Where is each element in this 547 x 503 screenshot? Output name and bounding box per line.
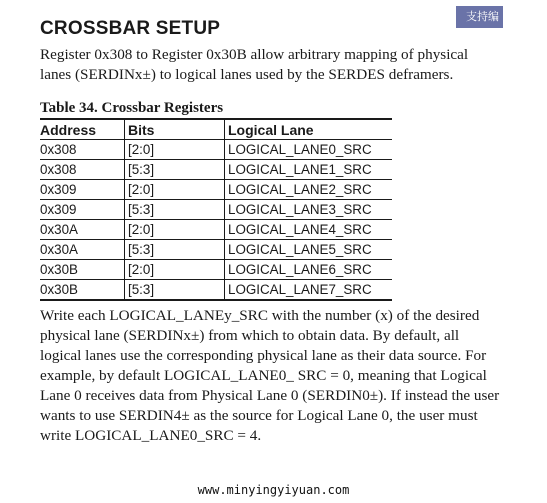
- table-row: [40, 280, 392, 301]
- cell-logical-lane: LOGICAL_LANE4_SRC: [225, 220, 393, 240]
- cell-logical-lane: LOGICAL_LANE2_SRC: [225, 180, 393, 200]
- intro-paragraph: Register 0x308 to Register 0x30B allow arbitrary mapping of physical lanes (SERDINx±) to logical lanes used by the SERDES deframers.: [40, 46, 469, 83]
- cell-address: 0x30A: [40, 240, 125, 260]
- cell-address: 0x30A: [40, 220, 125, 240]
- table-row: [40, 240, 392, 260]
- cell-logical-lane: LOGICAL_LANE3_SRC: [225, 200, 393, 220]
- cell-logical-lane: LOGICAL_LANE1_SRC: [225, 160, 393, 180]
- cell-address: 0x309: [40, 200, 125, 220]
- cell-bits: [2:0]: [125, 260, 225, 280]
- watermark-url: www.minyingyiyuan.com: [197, 483, 350, 497]
- table-row: [40, 200, 392, 220]
- table-caption: Table 34. Crossbar Registers: [40, 100, 224, 116]
- crossbar-registers-table: [40, 118, 392, 301]
- support-badge[interactable]: 支持编: [456, 6, 503, 28]
- cell-bits: [5:3]: [125, 200, 225, 220]
- cell-address: 0x30B: [40, 260, 125, 280]
- cell-bits: [2:0]: [125, 220, 225, 240]
- body-paragraph: Write each LOGICAL_LANEy_SRC with the number (x) of the desired physical lane (SERDINx±) from which to obtain data. By default, all logical lanes use the corresponding physical lane as their data source. For example, by default LOGICAL_LANE0_ SRC = 0, meaning that Logical Lane 0 receives data from Physical Lane 0 (SERDIN0±). If instead the user wants to use SERDIN4± as the source for Logical Lane 0, the user must write LOGICAL_LANE0_SRC = 4.: [40, 307, 500, 444]
- cell-logical-lane: LOGICAL_LANE6_SRC: [225, 260, 393, 280]
- document-content: [40, 16, 502, 446]
- cell-logical-lane: LOGICAL_LANE7_SRC: [225, 280, 393, 301]
- cell-bits: [5:3]: [125, 160, 225, 180]
- cell-address: 0x308: [40, 140, 125, 160]
- cell-logical-lane: LOGICAL_LANE5_SRC: [225, 240, 393, 260]
- table-row: [40, 140, 392, 160]
- cell-bits: [5:3]: [125, 280, 225, 301]
- header-address: Address: [40, 119, 125, 140]
- cell-address: 0x30B: [40, 282, 78, 297]
- table-row: [40, 260, 392, 280]
- cell-bits: [2:0]: [125, 180, 225, 200]
- cell-bits: [5:3]: [125, 240, 225, 260]
- table-row: [40, 160, 392, 180]
- cell-logical-lane: LOGICAL_LANE0_SRC: [225, 140, 393, 160]
- table-row: [40, 180, 392, 200]
- cell-bits: [2:0]: [125, 140, 225, 160]
- table-row: [40, 220, 392, 240]
- header-bits: Bits: [125, 119, 225, 140]
- cell-address: 0x308: [40, 160, 125, 180]
- section-title: CROSSBAR SETUP: [40, 18, 221, 39]
- cell-address: 0x309: [40, 180, 125, 200]
- header-logical-lane: Logical Lane: [225, 119, 393, 140]
- table-header-row: [40, 119, 392, 140]
